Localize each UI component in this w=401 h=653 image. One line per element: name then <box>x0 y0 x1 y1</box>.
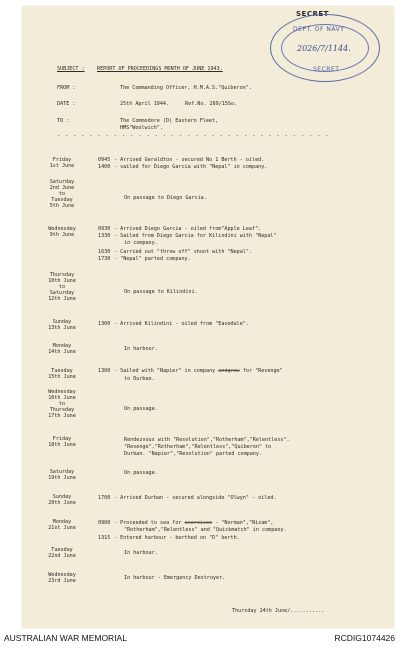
log-time: 1400 <box>98 164 111 170</box>
log-text: - Arrived Diego Garcia - oiled from"Apple Leaf". <box>114 226 262 232</box>
log-time: 1330 <box>98 233 111 239</box>
log-text: Durban. "Napier","Resolution" parted company. <box>124 451 263 457</box>
log-text: - Proceeded to sea for exercises - "Norman","Nizam", <box>114 520 274 526</box>
day-label: Wednesday 23rd June <box>48 572 76 584</box>
ref-text: Ref.No. 269/15So. <box>185 101 238 107</box>
log-text: On passage to Kilindini. <box>124 289 198 295</box>
day-label: Sunday 20th June <box>48 494 76 506</box>
day-label: Sunday 13th June <box>48 319 76 331</box>
to-line-2: HMS"Woolwich". <box>120 125 163 131</box>
log-time: 0900 <box>98 520 111 526</box>
struck-text: andgrew <box>218 368 240 374</box>
log-text: On passage. <box>124 406 158 412</box>
day-label: Saturday 19th June <box>48 469 76 481</box>
log-time: 1300 <box>98 368 111 374</box>
continuation-note: Thursday 24th June/........... <box>232 608 325 614</box>
secret-marking: SECRET <box>296 10 329 18</box>
log-text: - Arrived Durban - secured alongside "Olwyn" - oiled. <box>114 495 277 501</box>
log-text: to Durban. <box>124 376 155 382</box>
day-label: Wednesday 9th June <box>48 226 76 238</box>
subject-text: REPORT OF PROCEEDINGS MONTH OF JUNE 1943. <box>97 66 223 72</box>
log-text: - Entered harbour - berthed on "D" berth. <box>114 535 240 541</box>
log-time: 1730 <box>98 256 111 262</box>
header-divider: - - - - - - - - - - - - - - - - - - - - - - - - - - - - - - - - - - <box>57 133 330 139</box>
log-text: "Rotherham","Relentless" and "Quickmatch" in company. <box>124 527 287 533</box>
log-text: "Revenge","Rotherham","Relentless","Quiberon" to <box>124 444 272 450</box>
log-time: 1700 <box>98 495 111 501</box>
day-label: Monday 14th June <box>48 343 76 355</box>
day-label: Tuesday 15th June <box>48 368 76 380</box>
log-time: 0930 <box>98 226 111 232</box>
day-label: Tuesday 22nd June <box>48 547 76 559</box>
log-time: 1630 <box>98 249 111 255</box>
day-label: Monday 21st June <box>48 519 76 531</box>
log-time: 1315 <box>98 535 111 541</box>
log-text: - "Nepal" parted company. <box>114 256 191 262</box>
to-line-1: The Commodore (D) Eastern Fleet, <box>120 118 219 124</box>
log-text: in company. <box>124 240 158 246</box>
stamp-arc-bottom: SECRET <box>313 66 340 73</box>
from-text: The Commanding Officer, H.M.A.S."Quiberon". <box>120 85 252 91</box>
stamp-arc-top: DEPT. OF NAVY <box>293 26 345 33</box>
log-text: - sailed for Diego Garcia with "Nepal" in company. <box>114 164 268 170</box>
footer-source: AUSTRALIAN WAR MEMORIAL <box>4 633 127 643</box>
from-label: FROM : <box>57 85 76 91</box>
log-time: 1300 <box>98 321 111 327</box>
log-text: On passage. <box>124 470 158 476</box>
day-label: Saturday 2nd June to Tuesday 5th June <box>49 179 75 209</box>
log-text: In harbour - Emergency Destroyer. <box>124 575 226 581</box>
log-text: Rendezvous with "Resolution","Rotherham","Relentless". <box>124 437 290 443</box>
to-label: TO : <box>57 118 70 124</box>
day-label: Friday 18th June <box>48 436 76 448</box>
log-text: - Sailed with "Napier" in company andgrew for "Revenge" <box>114 368 283 374</box>
log-text: In harbour. <box>124 346 158 352</box>
log-text: In harbour. <box>124 550 158 556</box>
log-text: - Arrived Kilindini - oiled from "Easedale". <box>114 321 249 327</box>
stamp-handwritten-number: 2026/7/1144. <box>297 44 351 53</box>
day-label: Thursday 10th June to Saturday 12th June <box>48 272 76 302</box>
log-text: On passage to Diego Garcia. <box>124 195 207 201</box>
log-text: - Sailed from Diego Garcia for Kilindini with "Nepal" <box>114 233 277 239</box>
footer-id: RCDIG1074426 <box>334 633 395 643</box>
date-label: DATE : <box>57 101 76 107</box>
log-text: - Arrived Geraldton - secured No 1 Berth - oiled. <box>114 157 265 163</box>
date-text: 25th April 1944. <box>120 101 170 107</box>
log-text: - Carried out "throw off" shoot with "Nepal". <box>114 249 253 255</box>
navy-stamp <box>270 14 380 82</box>
day-label: Friday 1st June <box>49 157 75 169</box>
day-label: Wednesday 16th June to Thursday 17th June <box>48 389 76 419</box>
log-time: 0945 <box>98 157 111 163</box>
struck-text: exercises <box>184 520 213 526</box>
subject-label: SUBJECT : <box>57 66 85 72</box>
